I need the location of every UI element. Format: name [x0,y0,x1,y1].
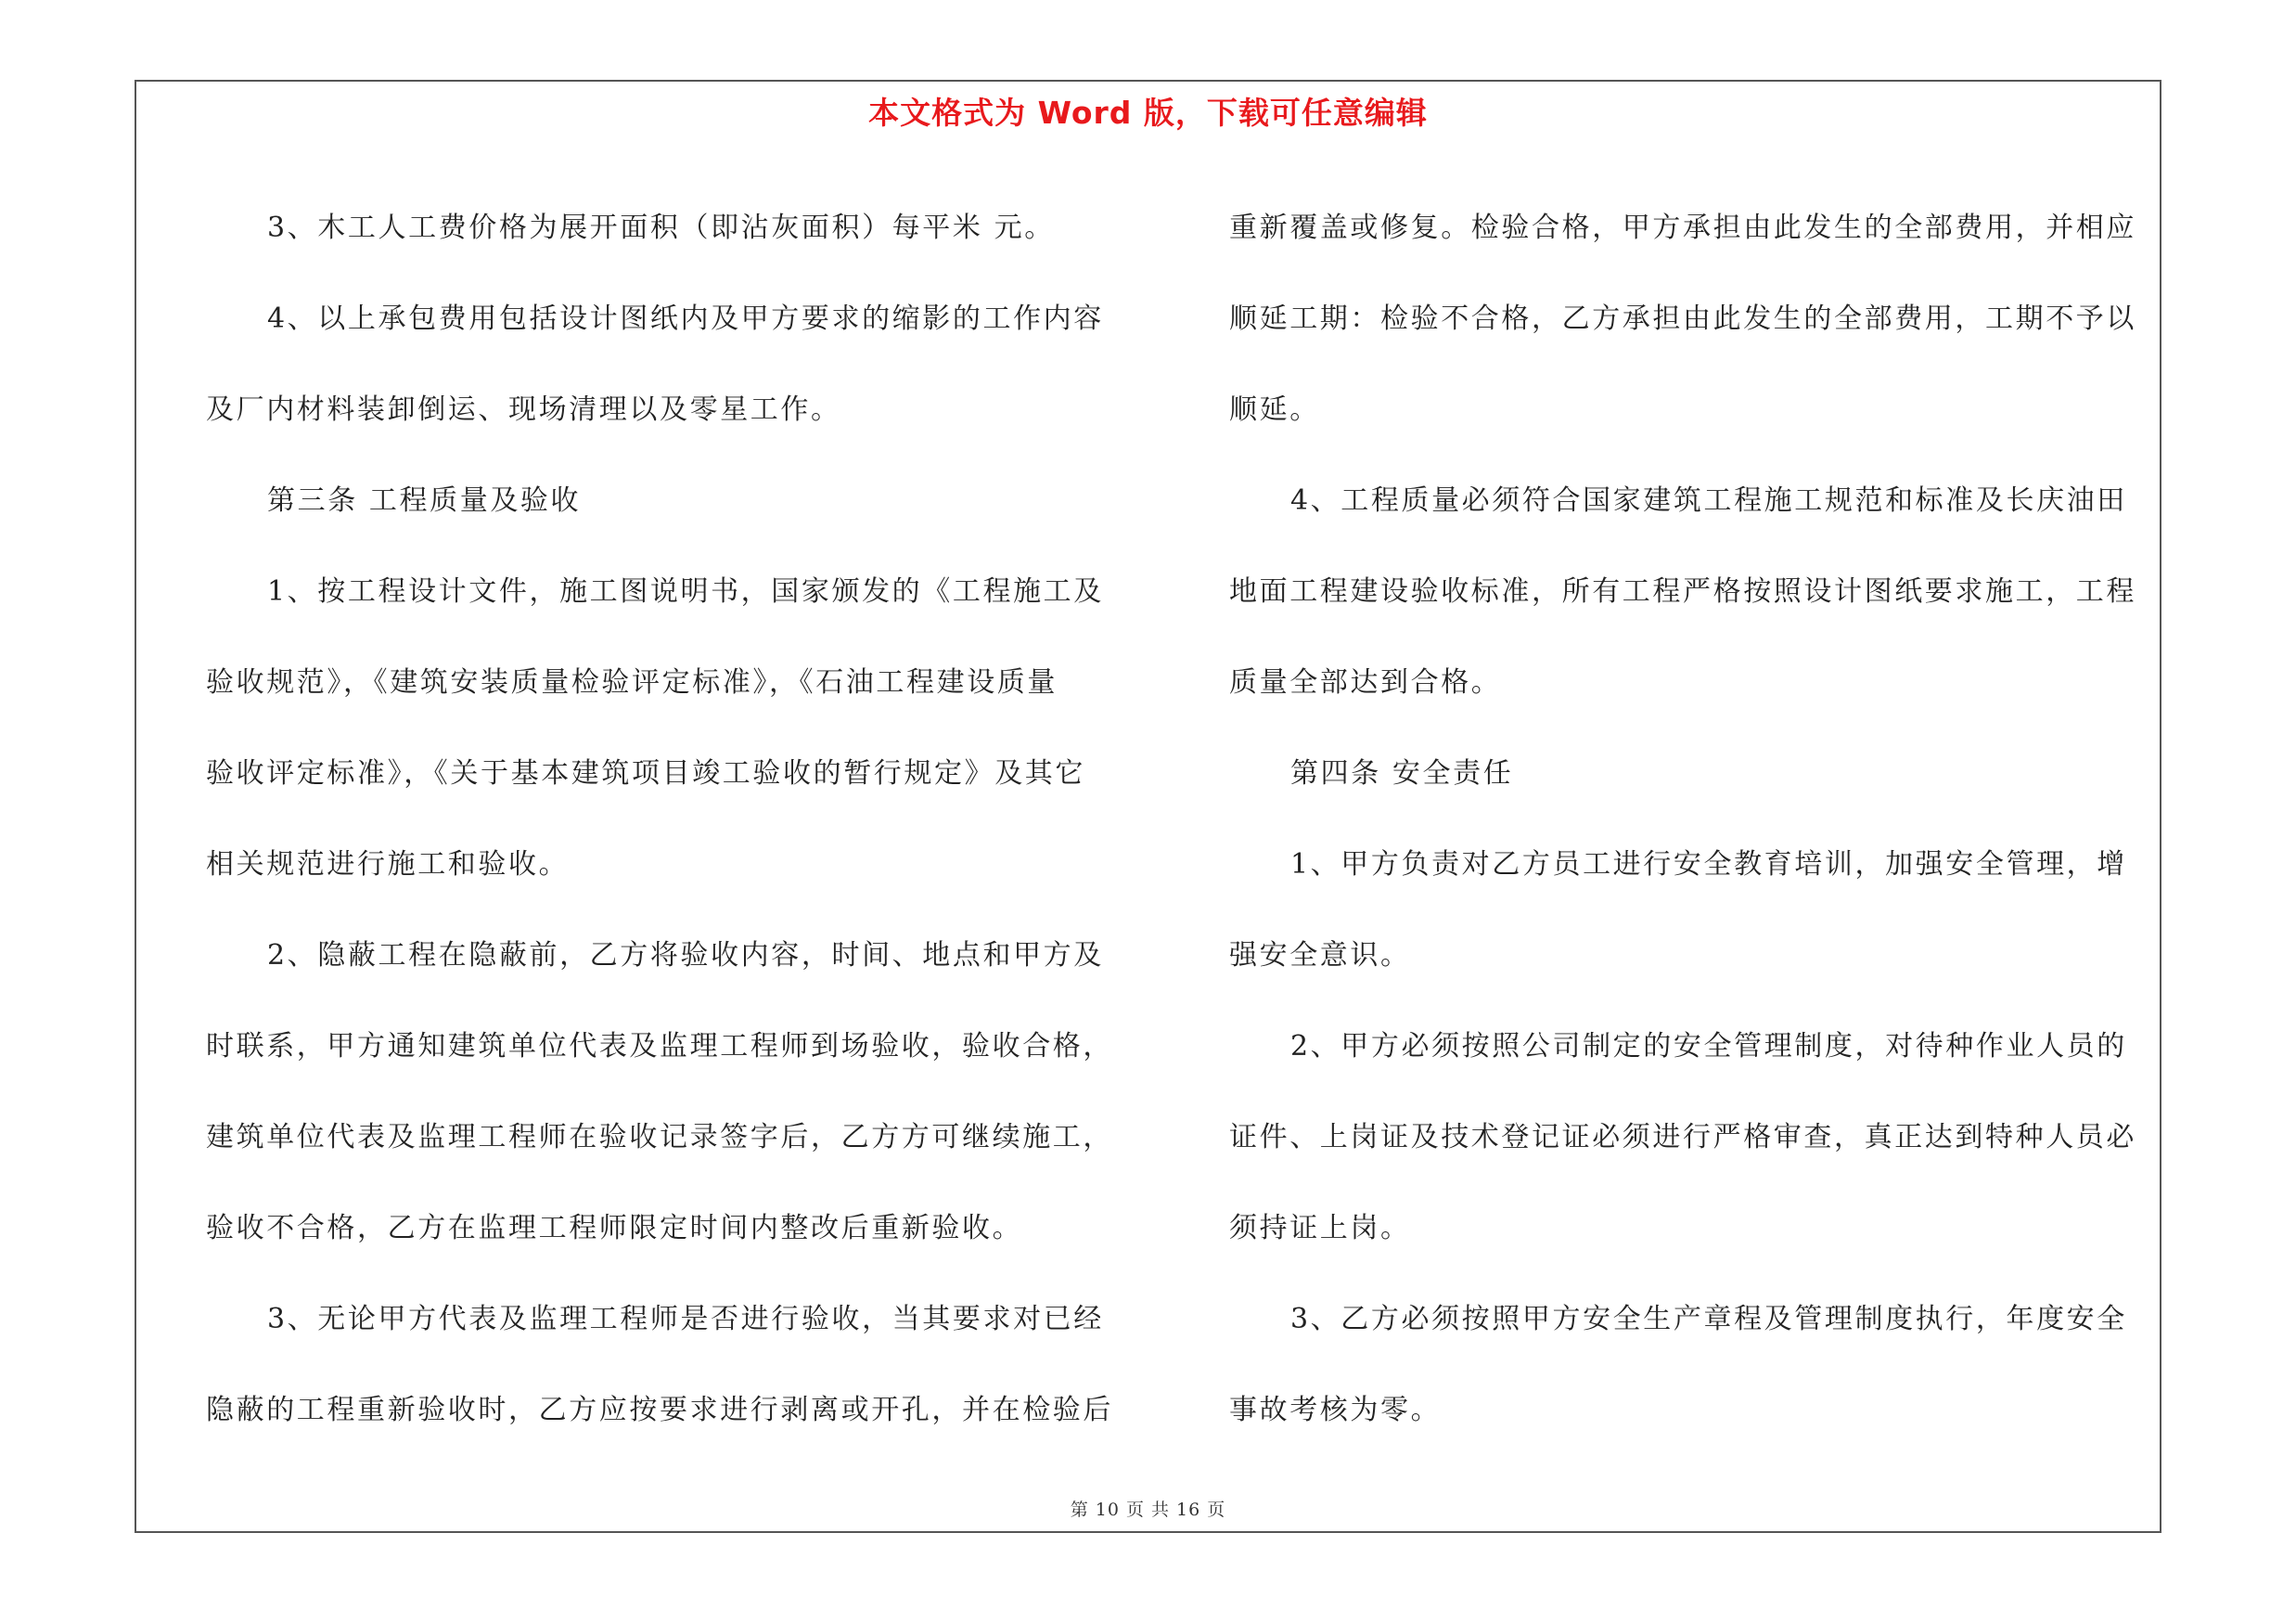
paragraph-line: 时联系，甲方通知建筑单位代表及监理工程师到场验收，验收合格， [206,1030,1113,1063]
paragraph-line: 隐蔽的工程重新验收时，乙方应按要求进行剥离或开孔，并在检验后 [206,1394,1113,1426]
paragraph-line: 1、甲方负责对乙方员工进行安全教育培训，加强安全管理，增 [1290,848,2127,881]
paragraph-line: 及厂内材料装卸倒运、现场清理以及零星工作。 [206,393,841,426]
paragraph-line: 验收不合格，乙方在监理工程师限定时间内整改后重新验收。 [206,1212,1023,1244]
paragraph-line: 验收评定标准》，《关于基本建筑项目竣工验收的暂行规定》及其它 [206,757,1085,790]
paragraph-line: 2、甲方必须按照公司制定的安全管理制度，对待种作业人员的 [1290,1030,2127,1063]
header-banner: 本文格式为 Word 版，下载可任意编辑 [868,95,1428,131]
section-heading: 第四条 安全责任 [1290,757,1514,790]
paragraph-line: 顺延工期：检验不合格，乙方承担由此发生的全部费用，工期不予以 [1229,303,2136,335]
paragraph-line: 4、以上承包费用包括设计图纸内及甲方要求的缩影的工作内容 [267,303,1104,335]
paragraph-line: 建筑单位代表及监理工程师在验收记录签字后，乙方方可继续施工， [206,1121,1113,1153]
paragraph-line: 2、隐蔽工程在隐蔽前，乙方将验收内容，时间、地点和甲方及 [267,939,1104,972]
paragraph-line: 相关规范进行施工和验收。 [206,848,570,881]
paragraph-line: 事故考核为零。 [1229,1394,1442,1426]
paragraph-line: 强安全意识。 [1229,939,1411,972]
paragraph-line: 证件、上岗证及技术登记证必须进行严格审查，真正达到特种人员必 [1229,1121,2136,1153]
paragraph-line: 3、无论甲方代表及监理工程师是否进行验收，当其要求对已经 [267,1303,1104,1335]
left-column [206,183,1152,1456]
right-column [1229,183,2157,1456]
paragraph-line: 3、木工人工费价格为展开面积（即沾灰面积）每平米 元。 [267,212,1055,244]
section-heading: 第三条 工程质量及验收 [267,484,582,517]
paragraph-line: 重新覆盖或修复。检验合格，甲方承担由此发生的全部费用，并相应 [1229,212,2136,244]
paragraph-line: 须持证上岗。 [1229,1212,1411,1244]
paragraph-line: 1、按工程设计文件，施工图说明书，国家颁发的《工程施工及 [267,575,1104,608]
paragraph-line: 质量全部达到合格。 [1229,666,1502,699]
paragraph-line: 地面工程建设验收标准，所有工程严格按照设计图纸要求施工，工程 [1229,575,2136,608]
paragraph-line: 顺延。 [1229,393,1320,426]
paragraph-line: 4、工程质量必须符合国家建筑工程施工规范和标准及长庆油田 [1290,484,2127,517]
paragraph-line: 3、乙方必须按照甲方安全生产章程及管理制度执行，年度安全 [1290,1303,2127,1335]
paragraph-line: 验收规范》，《建筑安装质量检验评定标准》，《石油工程建设质量 [206,666,1058,699]
page-number-footer: 第 10 页 共 16 页 [1070,1500,1226,1520]
